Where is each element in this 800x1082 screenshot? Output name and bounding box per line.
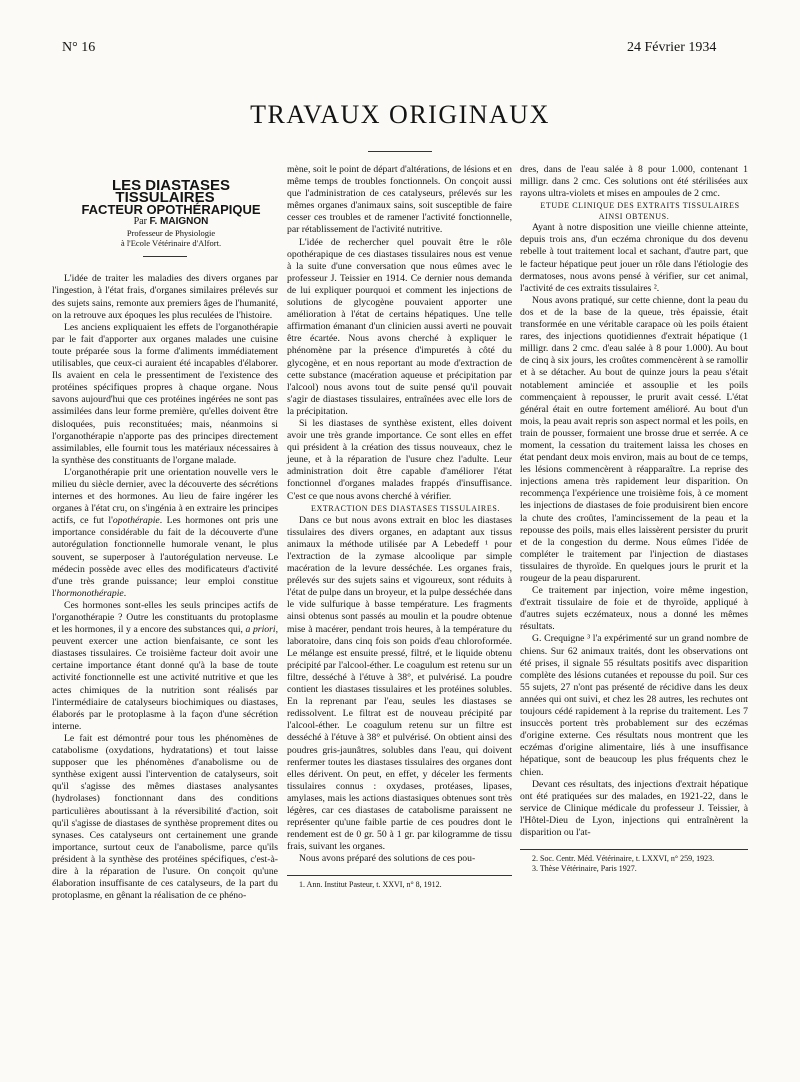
paragraph: Nous avons pratiqué, sur cette chienne, dont la peau du dos et de la base de la queue, très épaissie, était transformée en une véritable carapace où les poils étaient rares, des injections quotidiennes d'extrait hépatique (1 milligr. dans 2 cmc. d'eau salée à 8 pour 1.000). Au bout de cinq à six jours, les croûtes commencèrent à se ramollir et à se détacher. Au bout de quinze jours la peau s'était notablement aminciée et assouplie et les poils commençaient à repousser, le prurit avait cessé. L'état général était en outre fortement amélioré. Au bout d'un mois, la peau avait repris son aspect normal et les poils, en train de pousser, formaient une brosse drue et serrée. A ce moment, la cessation du traitement laissa les choses en état pendant deux mois environ, mais au bout de ce temps, les lésions commencèrent à réapparaître. La reprise des injections amena très rapidement leur disparition. On recommença l'expérience une troisième fois, à ce moment les injections de diastases de foie produisirent bien encore la chute des croûtes, l'amincissement de la peau et la repousse des poils, mais elles laissèrent persister du prurit et de la congestion du derme. Nous eûmes l'idée de compléter le traitement par l'injection de diastases tissulaires de thyroïde. En quelques jours le prurit et la rougeur de la peau disparurent.: [520, 294, 748, 584]
author-name: F. MAIGNON: [149, 216, 209, 228]
emphasis: hormonothérapie: [56, 587, 124, 599]
author-affiliation-1: Professeur de Physiologie: [126, 228, 216, 239]
text-run: .: [123, 587, 127, 599]
paragraph: Devant ces résultats, des injections d'extrait hépatique ont été pratiquées sur des malades, en 1921-22, dans le service de Clinique médicale du professeur J. Teissier, à l'Hôtel-Dieu de Lyon, injections qui entraînèrent la disparition ou l'at-: [520, 778, 748, 838]
issue-date: 24 Février 1934: [627, 40, 717, 55]
text-run: . Les hormones ont pris une importance considérable du fait de la découverte d'une autorégulation fonctionnelle humorale venant, le plus souvent, se superposer à l'autorégulation nerveuse. Le médecin possède avec elles des modificateurs d'activité d'une très grande puissance; leur emploi constitue l': [52, 515, 278, 599]
byline-prefix: Par: [133, 216, 147, 228]
paragraph: Le fait est démontré pour tous les phénomènes de catabolisme (oxydations, hydratations) et tout laisse supposer que les phénomènes d'anabolisme ou de synthèse exigent aussi l'intervention de catalyseurs, soit qu'il s'agisse des mêmes diastases analysantes (hydrolases) fonctionnant dans des conditions particulières aboutissant à la réversibilité d'action, soit qu'il s'agisse de diastases de synthèse proprement dites ou synases. Ces catalyseurs ont certainement une grande importance, surtout ceux de l'anabolisme, parce qu'ils président à la synthèse des protéines spécifiques, c'est-à-dire à la réparation de l'usure. On conçoit qu'une élaboration insuffisante de ces catalyseurs, de la part du protoplasme, en gênant la réalisation de ce phéno-: [52, 732, 278, 902]
column-1: [52, 177, 278, 902]
paragraph: L'idée de rechercher quel pouvait être le rôle opothérapique de ces diastases tissulaires nous est venue à la suite d'une conversation que nous eûmes avec le professeur J. Teissier en 1914. Ce dernier nous demanda de lui expliquer pourquoi et comment les injections de solutions de glycogène pouvaient apporter une amélioration à l'état de certains hépatiques. Une telle affirmation émanant d'un clinicien aussi averti ne pouvait être écartée. Nous avons cherché à expliquer le phénomène par la présence d'impuretés à côté du glycogène, et en nous reportant au mode d'extraction de cette substance (macération aqueuse et précipitation par l'alcool) nous avons tout de suite pensé qu'il pouvait s'agir de diastases tissulaires, entraînées avec elle lors de la précipitation.: [287, 236, 512, 417]
text-run: , peuvent exercer une action bienfaisante, ce sont les diastases tissulaires. Ce troisième facteur doit avoir une certaine importance étant donné qu'à la base de toute activité fonctionnelle est une activité nutritive et que les actes chimiques de la nutrition sont réalisés par l'intermédiaire de catalyseurs biochimiques ou diastases, élaborés par le protoplasme à la façon d'une sécrétion interne.: [52, 624, 278, 732]
author-affiliation-2: à l'Ecole Vétérinaire d'Alfort.: [120, 238, 222, 249]
column-3: [520, 164, 748, 874]
footnote: 1. Ann. Institut Pasteur, t. XXVI, n° 8, 1912.: [299, 880, 442, 890]
subheading-line: ETUDE CLINIQUE DES EXTRAITS TISSULAIRES: [540, 201, 740, 211]
emphasis: a priori: [245, 624, 276, 636]
section-title: TRAVAUX ORIGINAUX: [250, 100, 550, 129]
issue-number: N° 16: [62, 40, 96, 55]
paragraph: [52, 600, 278, 733]
title-divider: [368, 151, 432, 152]
section-subheading: EXTRACTION DES DIASTASES TISSULAIRES.: [311, 503, 500, 513]
paragraph: G. Crequigne ³ l'a expérimenté sur un grand nombre de chiens. Sur 62 animaux traités, dont les observations ont été prises, il signale 55 résultats positifs avec disparition complète des lésions cutanées et repousse du poil. Sur ces 55 sujets, 27 n'ont pas présenté de récidive dans les deux années qui ont suivi, et chez les 28 autres, les rechutes ont toujours cédé rapidement à la reprise du traitement. Les 7 insuccès portent très probablement sur des eczémas d'origine externe. Ces résultats nous montrent que les eczémas d'origine alimentaire, liés à une insuffisance hépatique, sont de beaucoup les plus fréquents chez le chien.: [520, 633, 748, 778]
footnote: 2. Soc. Centr. Méd. Vétérinaire, t. LXXVI, n° 259, 1923.: [532, 854, 715, 864]
paragraph: Ce traitement par injection, voire même ingestion, d'extrait tissulaire de foie et de thyroïde, appliqué à d'autres sujets eczémateux, nous a donné les mêmes résultats.: [520, 585, 748, 633]
paragraph: dres, dans de l'eau salée à 8 pour 1.000, contenant 1 milligr. dans 2 cmc. Ces solutions ont été stérilisées aux rayons ultra-violets et mises en ampoules de 2 cmc.: [520, 164, 748, 200]
subheading-line: AINSI OBTENUS.: [598, 212, 670, 222]
article-subtitle: FACTEUR OPOTHÉRAPIQUE: [81, 202, 261, 218]
paragraph: Ayant à notre disposition une vieille chienne atteinte, depuis trois ans, d'un eczéma chronique du dos devenu rebelle à tout traitement local et sachant, d'autre part, que le facteur hépatique peut jouer un rôle dans l'étiologie des dermatoses, nous avons pensé à vérifier, sur cet animal, l'activité de ces extraits tissulaires ².: [520, 222, 748, 294]
footnote-divider: [520, 849, 748, 850]
byline: [52, 216, 278, 228]
emphasis: opothérapie: [112, 515, 160, 527]
text-run: Ces hormones sont-elles les seuls principes actifs de l'organothérapie ? Outre les constituants du protoplasme et les hormones, il y a encore des substances qui,: [52, 599, 278, 636]
paragraph: mène, soit le point de départ d'altérations, de lésions et en même temps de troubles fonctionnels. On conçoit aussi que l'administration de ces catalyseurs, prélevés sur les mêmes organes d'animaux sains, soit susceptible de faire cesser ces troubles et de ramener l'activité fonctionnelle, par rétablissement de l'activité nutritive.: [287, 164, 512, 236]
text-run: L'organothérapie prit une orientation nouvelle vers le milieu du siècle dernier, avec la découverte des sécrétions internes et des hormones. Au lieu de faire ingérer les organes à l'état cru, on s'ingénia à en extraire les principes actifs, ce fut l': [52, 466, 278, 527]
paragraph: Les anciens expliquaient les effets de l'organothérapie par le fait d'apporter aux organes malades une cuisine toute préparée sous la forme d'aliments immédiatement utilisables, que ceux-ci auraient été incapables d'élaborer. Ils avaient en cela le pressentiment de l'existence des protéines spécifiques propres à chaque organe. Nous savons aujourd'hui que ces protéines ingérées ne sont pas assimilées dans leur forme première, qu'elles doivent être disloquées, puis reconstituées; mais, néanmoins si l'organothérapie n'apporte pas des principes directement assimilables, elle fournit tous les matériaux nécessaires à la synthèse des constituants de l'organe malade.: [52, 321, 278, 466]
paragraph: L'idée de traiter les maladies des divers organes par l'ingestion, à l'état frais, d'organes similaires prélevés sur des sujets sains, remonte aux premiers âges de l'humanité, on la retrouve aux époques les plus reculées de l'histoire.: [52, 273, 278, 321]
article-title: LES DIASTASES TISSULAIRES: [111, 177, 231, 207]
footnote: 3. Thèse Vétérinaire, Paris 1927.: [532, 864, 637, 874]
footnote-divider: [287, 875, 512, 876]
column-2: [287, 164, 512, 890]
paragraph: Dans ce but nous avons extrait en bloc les diastases tissulaires des divers organes, en adaptant aux tissus animaux la méthode utilisée par A Lebedeff ¹ pour l'extraction de la zymase alcoolique par simple macération de la levure desséchée. Les organes frais, prélevés sur des sujets sains et vigoureux, sont réduits à l'état de pulpe dans un broyeur, et la pulpe desséchée dans le vide sulfurique à basse température. Les fragments ainsi obtenus sont passés au moulin et la poudre obtenue mise à macérer, pendant trois heures, à la température du laboratoire, dans cinq fois son poids d'eau chloroformée. Le mélange est ensuite pressé, filtré, et le liquide obtenu précipité par l'alcool-éther. Le coagulum est retenu sur un filtre, desséché à l'étuve à 38°, et pulvérisé. La poudre contient les diastases tissulaires et les protéines solubles. En la reprenant par l'eau, seules les diastases se redissolvent. Le filtrat est de nouveau précipité par l'alcool-éther. Le coagulum retenu sur un filtre est desséché à l'étuve à 38° et pulvérisé. On obtient ainsi des poudres gris-jaunâtres, solubles dans l'eau, qui doivent renfermer toutes les diastases tissulaires des organes dont elles dérivent. On peut, en effet, y déceler les ferments tissulaires connus : oxydases, protéases, lipases, amylases, mais les actions diastasiques obtenues sont très légères, car ces diastases de catabolisme paraissent ne représenter qu'une faible partie de ces poudres dont le rendement est de 0 gr. 50 à 1 gr. par kilogramme de tissu frais, suivant les organes.: [287, 514, 512, 853]
paragraph: Nous avons préparé des solutions de ces pou-: [299, 853, 476, 865]
paragraph: [52, 467, 278, 600]
section-subheading: [520, 200, 748, 222]
paragraph: Si les diastases de synthèse existent, elles doivent avoir une très grande importance. Ce sont elles en effet qui président à la création des tissus nouveaux, chez le jeune, et à la réparation de l'usure chez l'adulte. Leur administration doit être capable d'améliorer l'état fonctionnel d'organes malades frappés d'insuffisance. C'est ce que nous avons cherché à vérifier.: [287, 417, 512, 502]
byline-divider: [143, 256, 187, 257]
